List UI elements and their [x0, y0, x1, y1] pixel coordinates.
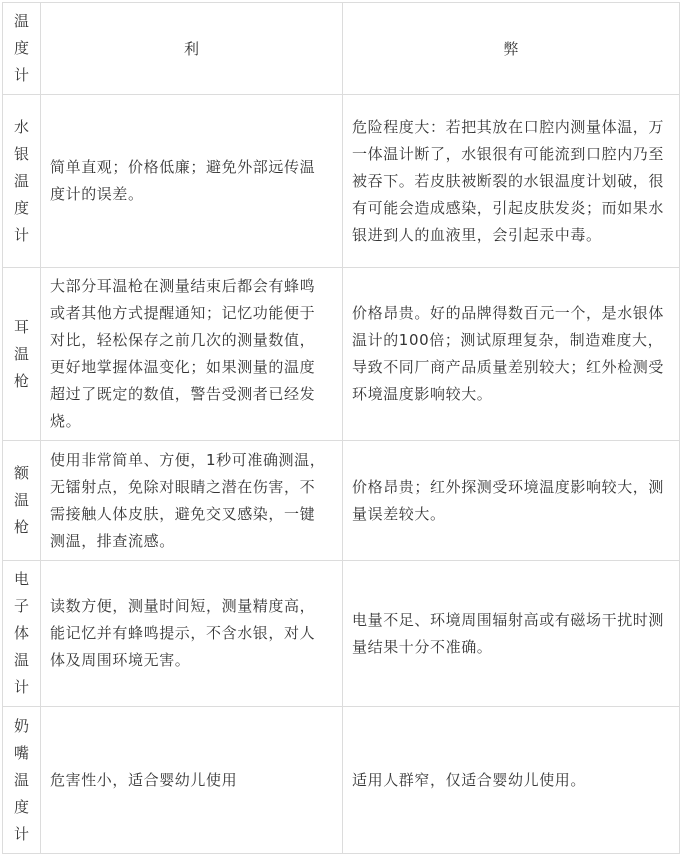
row-cons: 电量不足、环境周围辐射高或有磁场干扰时测量结果十分不准确。 [343, 561, 680, 707]
row-cons: 价格昂贵；红外探测受环境温度影响较大，测量误差较大。 [343, 441, 680, 561]
row-pros: 危害性小，适合婴幼儿使用 [41, 707, 343, 854]
table-row [3, 95, 680, 268]
row-type: 水银温度计 [3, 95, 41, 268]
header-row [3, 3, 680, 95]
row-cons: 适用人群窄，仅适合婴幼儿使用。 [343, 707, 680, 854]
row-pros: 大部分耳温枪在测量结束后都会有蜂鸣或者其他方式提醒通知；记忆功能便于对比，轻松保存之前几次的测量数值，更好地掌握体温变化；如果测量的温度超过了既定的数值，警告受测者已经发烧。 [41, 268, 343, 441]
header-cons: 弊 [343, 3, 680, 95]
row-pros: 简单直观；价格低廉；避免外部远传温度计的误差。 [41, 95, 343, 268]
thermometer-comparison-table [2, 2, 680, 854]
header-type: 温度计 [3, 3, 41, 95]
row-type: 耳温枪 [3, 268, 41, 441]
table-row [3, 707, 680, 854]
table-row [3, 268, 680, 441]
table-row [3, 561, 680, 707]
row-pros: 读数方便，测量时间短，测量精度高，能记忆并有蜂鸣提示，不含水银，对人体及周围环境无害。 [41, 561, 343, 707]
row-pros: 使用非常简单、方便，1秒可准确测温，无镭射点，免除对眼睛之潜在伤害，不需接触人体皮肤，避免交叉感染，一键测温，排查流感。 [41, 441, 343, 561]
row-cons: 危险程度大：若把其放在口腔内测量体温，万一体温计断了，水银很有可能流到口腔内乃至被吞下。若皮肤被断裂的水银温度计划破，很有可能会造成感染，引起皮肤发炎；而如果水银进到人的血液里，会引起汞中毒。 [343, 95, 680, 268]
row-type: 电子体温计 [3, 561, 41, 707]
header-pros: 利 [41, 3, 343, 95]
table-row [3, 441, 680, 561]
row-type: 额温枪 [3, 441, 41, 561]
row-type: 奶嘴温度计 [3, 707, 41, 854]
row-cons: 价格昂贵。好的品牌得数百元一个，是水银体温计的100倍；测试原理复杂，制造难度大，导致不同厂商产品质量差别较大；红外检测受环境温度影响较大。 [343, 268, 680, 441]
